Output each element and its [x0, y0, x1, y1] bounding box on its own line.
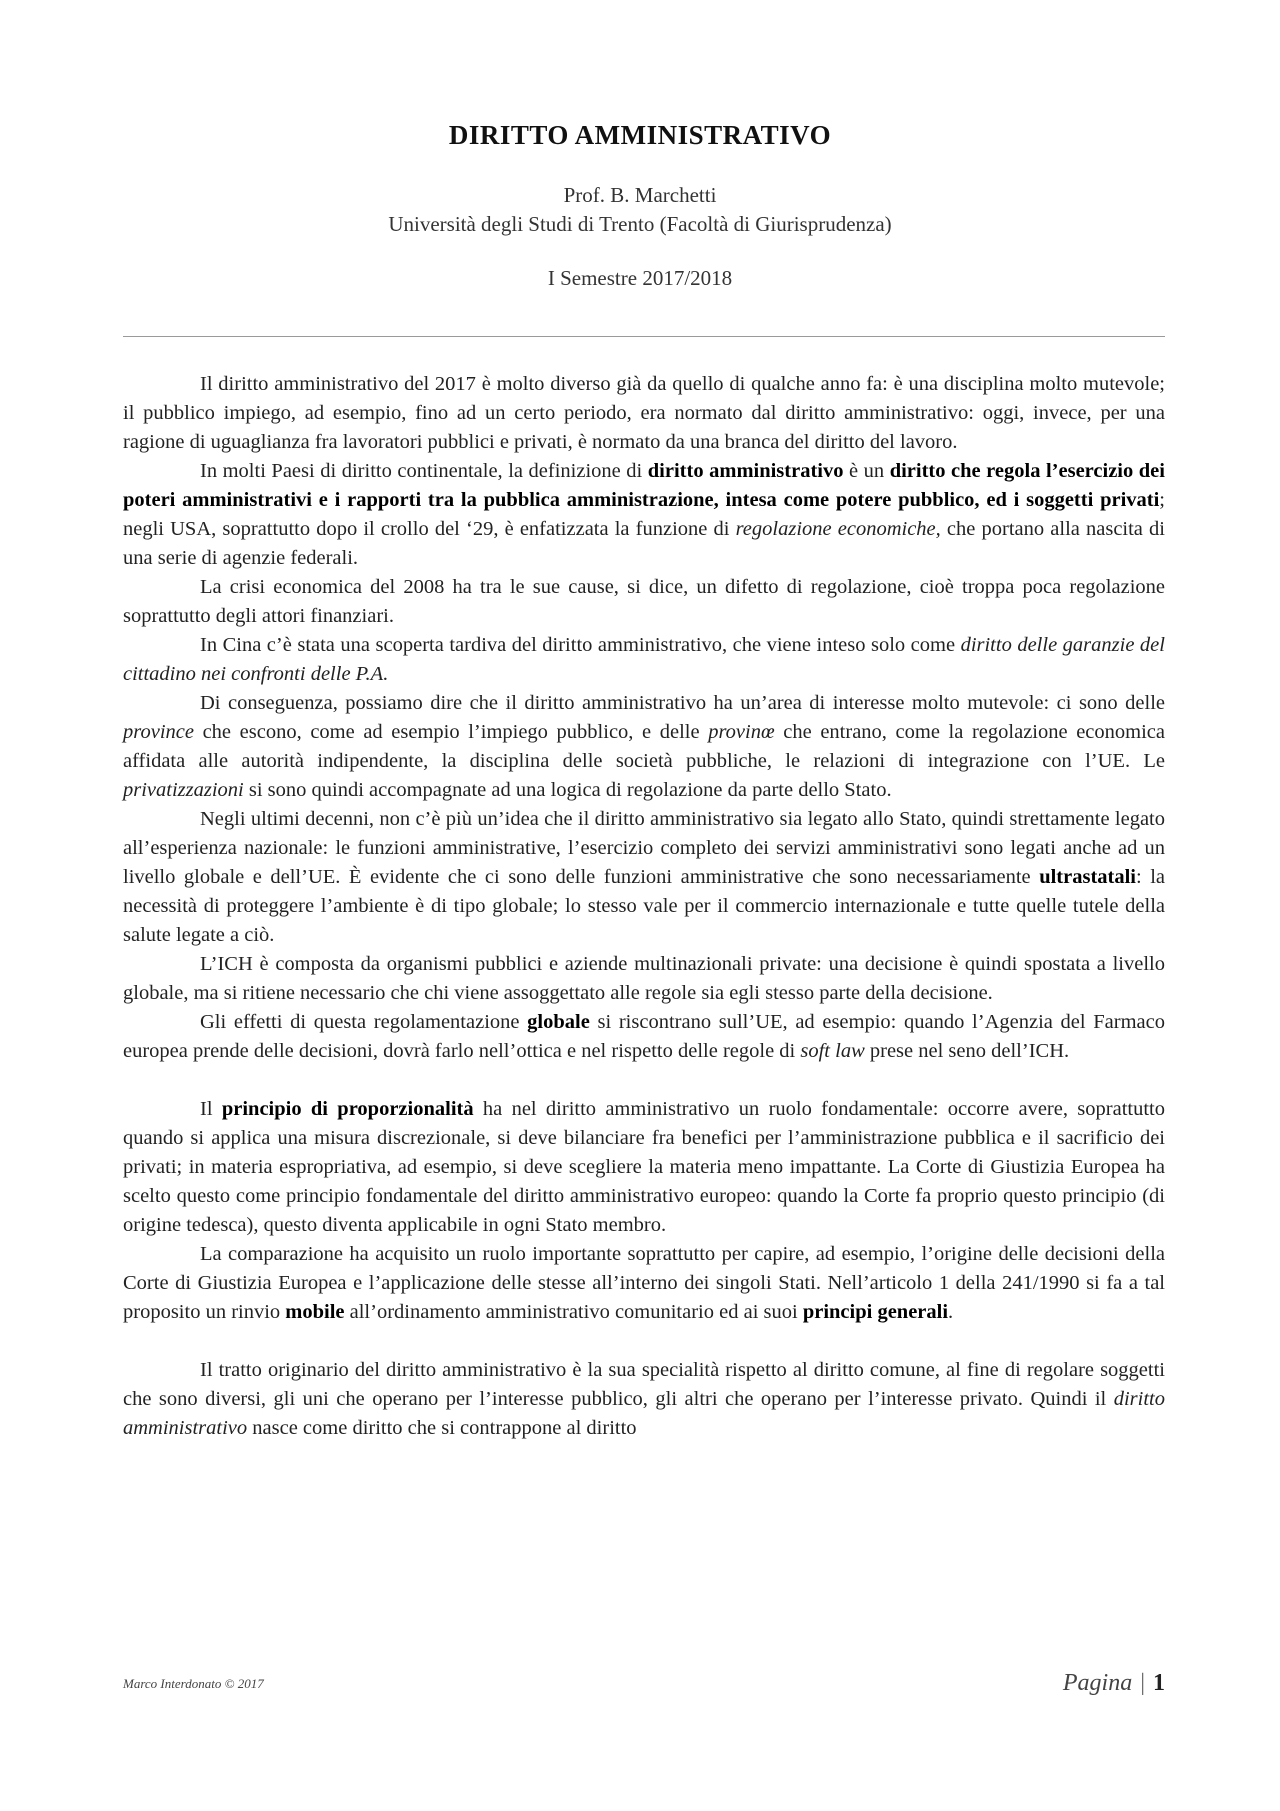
page-number: 1	[1153, 1670, 1165, 1696]
document-header	[0, 120, 1280, 291]
italic-text: regolazione economiche,	[735, 518, 941, 540]
header-divider	[123, 336, 1165, 337]
text-run: che entrano, come la regolazione economica affidata alle autorità indipendente, la disciplina delle società pubbliche, le relazioni di integrazione con l’UE. Le	[123, 721, 1165, 772]
text-run: In Cina c’è stata una scoperta tardiva del diritto amministrativo, che viene inteso solo come	[200, 634, 961, 656]
text-run: che portano alla nascita di una serie di agenzie federali.	[123, 518, 1165, 569]
semester-label: I Semestre 2017/2018	[547, 266, 733, 290]
italic-text: province	[123, 721, 194, 743]
body-paragraph	[123, 1356, 1165, 1443]
text-run: : la necessità di proteggere l’ambiente è di tipo globale; lo stesso vale per il commercio internazionale e tutte quelle tutele della salute legate a ciò.	[123, 866, 1165, 946]
document-body	[123, 370, 1165, 1443]
bold-text: diritto che regola l’esercizio dei poteri amministrativi e i rapporti tra la pubblica amministrazione, intesa come potere pubblico, ed i soggetti privati	[123, 460, 1165, 511]
italic-text: diritto amministrativo	[123, 1388, 1165, 1439]
body-paragraph	[123, 1240, 1165, 1327]
italic-text: diritto delle garanzie del cittadino nei confronti delle P.A.	[123, 634, 1165, 685]
bold-text: ultrastatali	[1039, 866, 1136, 888]
body-paragraph	[123, 370, 1165, 457]
bold-text: diritto amministrativo	[647, 460, 844, 482]
page-footer	[123, 1670, 1165, 1702]
text-run: Il	[200, 1098, 222, 1120]
text-run: si sono quindi accompagnate ad una logica di regolazione da parte dello Stato.	[243, 779, 892, 801]
footer-copyright: Marco Interdonato © 2017	[123, 1676, 264, 1691]
bold-text: principio di proporzionalità	[221, 1098, 474, 1120]
text-run: si riscontrano sull’UE, ad esempio: quando l’Agenzia del Farmaco europea prende delle decisioni, dovrà farlo nell’ottica e nel rispetto delle regole di	[123, 1011, 1165, 1062]
page-indicator	[1063, 1670, 1165, 1697]
page-title: DIRITTO AMMINISTRATIVO	[448, 120, 832, 150]
italic-text: privatizzazioni	[123, 779, 244, 801]
body-paragraph	[123, 631, 1165, 689]
text-run: Negli ultimi decenni, non c’è più un’idea che il diritto amministrativo sia legato allo Stato, quindi strettamente legato all’esperienza nazionale: le funzioni amministrative, l’esercizio completo dei servizi amministrativi sono legati anche ad un livello globale e dell’UE. È evidente che ci sono delle funzioni amministrative che sono necessariamente	[123, 808, 1165, 888]
text-run: nasce come diritto che si contrappone al diritto	[247, 1417, 637, 1439]
italic-text: provinœ	[708, 721, 775, 743]
text-run: Il diritto amministrativo del 2017 è molto diverso già da quello di qualche anno fa: è una disciplina molto mutevole; il pubblico impiego, ad esempio, fino ad un certo periodo, era normato dal diritto amministrativo: oggi, invece, per una ragione di uguaglianza fra lavoratori pubblici e privati, è normato da una branca del diritto del lavoro.	[123, 373, 1165, 453]
text-run: che escono, come ad esempio l’impiego pubblico, e delle	[193, 721, 709, 743]
bold-text: principi generali	[802, 1301, 949, 1323]
body-paragraph	[123, 689, 1165, 805]
text-run: La crisi economica del 2008 ha tra le sue cause, si dice, un difetto di regolazione, cioè troppa poca regolazione soprattutto degli attori finanziari.	[123, 576, 1165, 627]
text-run: Di conseguenza, possiamo dire che il diritto amministrativo ha un’area di interesse molto mutevole: ci sono delle	[200, 692, 1165, 714]
paragraph-gap	[123, 1066, 1165, 1095]
text-run: .	[948, 1301, 954, 1323]
body-paragraph	[123, 573, 1165, 631]
text-run: Gli effetti di questa regolamentazione	[200, 1011, 528, 1033]
text-run: ; negli USA, soprattutto dopo il crollo del ‘29, è enfatizzata la funzione di	[123, 489, 1165, 540]
bold-text: mobile	[285, 1301, 345, 1323]
text-run: è un	[843, 460, 890, 482]
body-paragraph	[123, 1008, 1165, 1066]
body-paragraph	[123, 457, 1165, 573]
page-label: Pagina	[1062, 1670, 1133, 1696]
text-run: La comparazione ha acquisito un ruolo importante soprattutto per capire, ad esempio, l’origine delle decisioni della Corte di Giustizia Europea e l’applicazione delle stesse all’interno dei singoli Stati. Nell’articolo 1 della 241/1990 si fa a tal proposito un rinvio	[123, 1243, 1165, 1323]
page-separator: |	[1140, 1670, 1145, 1696]
body-paragraph	[123, 1095, 1165, 1240]
text-run: prese nel seno dell’ICH.	[864, 1040, 1070, 1062]
body-paragraph	[123, 805, 1165, 950]
text-run: ha nel diritto amministrativo un ruolo fondamentale: occorre avere, soprattutto quando si applica una misura discrezionale, si deve bilanciare fra benefici per l’amministrazione pubblica e il sacrificio dei privati; in materia espropriativa, ad esempio, si deve scegliere la materia meno impattante. La Corte di Giustizia Europea ha scelto questo come principio fondamentale del diritto amministrativo europeo: quando la Corte fa proprio questo principio (di origine tedesca), questo diventa applicabile in ogni Stato membro.	[123, 1098, 1165, 1236]
university-name: Università degli Studi di Trento (Facoltà di Giurisprudenza)	[388, 212, 892, 236]
text-run: In molti Paesi di diritto continentale, la definizione di	[200, 460, 648, 482]
text-run: Il tratto originario del diritto amministrativo è la sua specialità rispetto al diritto comune, al fine di regolare soggetti che sono diversi, gli uni che operano per l’interesse pubblico, gli altri che operano per l’interesse privato. Quindi il	[123, 1359, 1165, 1410]
paragraph-gap	[123, 1327, 1165, 1356]
text-run: all’ordinamento amministrativo comunitario ed ai suoi	[344, 1301, 803, 1323]
body-paragraph	[123, 950, 1165, 1008]
bold-text: globale	[527, 1011, 590, 1033]
text-run: L’ICH è composta da organismi pubblici e aziende multinazionali private: una decisione è quindi spostata a livello globale, ma si ritiene necessario che chi viene assoggettato alle regole sia egli stesso parte della decisione.	[123, 953, 1165, 1004]
italic-text: soft law	[800, 1040, 865, 1062]
author-name: Prof. B. Marchetti	[563, 183, 717, 207]
